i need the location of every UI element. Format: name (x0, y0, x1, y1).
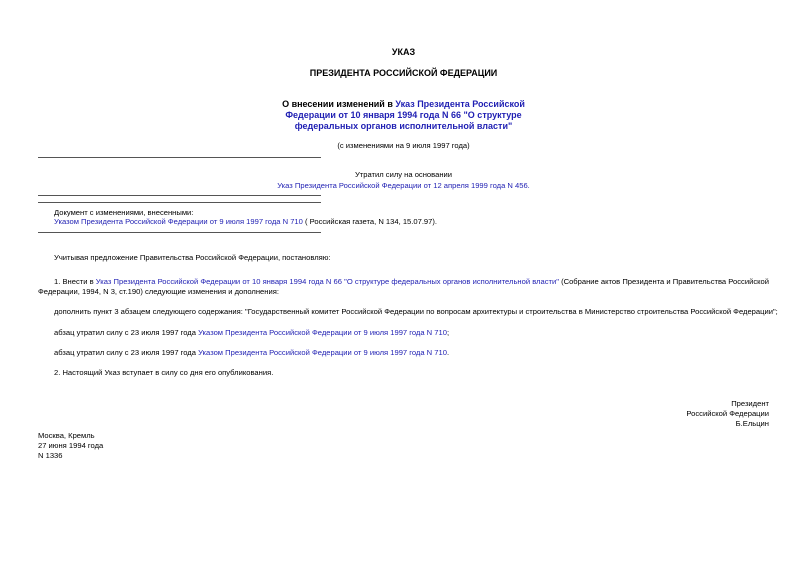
paragraph-3-prefix: абзац утратил силу с 23 июля 1997 года (54, 328, 199, 337)
amendment-note: (с изменениями на 9 июля 1997 года) (337, 141, 470, 150)
intro-paragraph: Учитывая предложение Правительства Российской Федерации, постановляю: (54, 253, 331, 262)
revocation-label: Утратил силу на основании (354, 170, 453, 179)
paragraph-1-suffix: (Собрание актов Президента и Правительства Российской Федерации, 1994, N 3, ст.190) следующие изменения и дополнения: (38, 277, 769, 296)
changes-link[interactable]: Указом Президента Российской Федерации от 9 июля 1997 года N 710 (54, 217, 303, 226)
paragraph-1-prefix: 1. Внести в (54, 277, 96, 286)
document-title-link-line2[interactable]: Федерации от 10 января 1994 года N 66 "О структуре (285, 110, 522, 120)
document-title-link-line3[interactable]: федеральных органов исполнительной власти" (294, 121, 513, 131)
paragraph-1-link[interactable]: Указ Президента Российской Федерации от 10 января 1994 года N 66 "О структуре федеральных органов исполнительной власти" (95, 277, 559, 286)
revocation-link[interactable]: Указ Президента Российской Федерации от 12 апреля 1999 года N 456. (277, 181, 530, 190)
signature-title: Президент (731, 399, 769, 408)
issuer-heading: ПРЕЗИДЕНТА РОССИЙСКОЙ ФЕДЕРАЦИИ (309, 68, 498, 78)
paragraph-5: 2. Настоящий Указ вступает в силу со дня его опубликования. (54, 368, 274, 377)
signature-name: Б.Ельцин (735, 419, 769, 428)
document-number: N 1336 (38, 451, 63, 460)
changes-label: Документ с изменениями, внесенными: (54, 208, 194, 217)
divider (38, 202, 321, 203)
paragraph-4-suffix: . (446, 348, 450, 357)
changes-line (54, 217, 437, 226)
place: Москва, Кремль (38, 431, 95, 440)
paragraph-3-link[interactable]: Указом Президента Российской Федерации от 9 июля 1997 года N 710 (198, 328, 447, 337)
paragraph-4 (54, 348, 449, 357)
divider (38, 157, 321, 158)
paragraph-3 (54, 328, 449, 337)
document-type-heading: УКАЗ (391, 47, 416, 57)
paragraph-4-link[interactable]: Указом Президента Российской Федерации от 9 июля 1997 года N 710 (198, 348, 447, 357)
paragraph-3-suffix: ; (446, 328, 450, 337)
document-title (0, 99, 807, 110)
changes-source: ( Российская газета, N 134, 15.07.97). (302, 217, 438, 226)
document-title-link-line1[interactable]: Указ Президента Российской (395, 99, 525, 109)
signature-country: Российской Федерации (686, 409, 769, 418)
paragraph-1 (38, 277, 769, 297)
paragraph-4-prefix: абзац утратил силу с 23 июля 1997 года (54, 348, 199, 357)
divider (38, 195, 321, 196)
document-title-prefix: О внесении изменений в (282, 99, 396, 109)
divider (38, 232, 321, 233)
paragraph-2: дополнить пункт 3 абзацем следующего содержания: "Государственный комитет Российской Федерации по вопросам архитектуры и строительства в Министерство строительства Российской Федерации"; (54, 307, 778, 316)
date: 27 июня 1994 года (38, 441, 104, 450)
